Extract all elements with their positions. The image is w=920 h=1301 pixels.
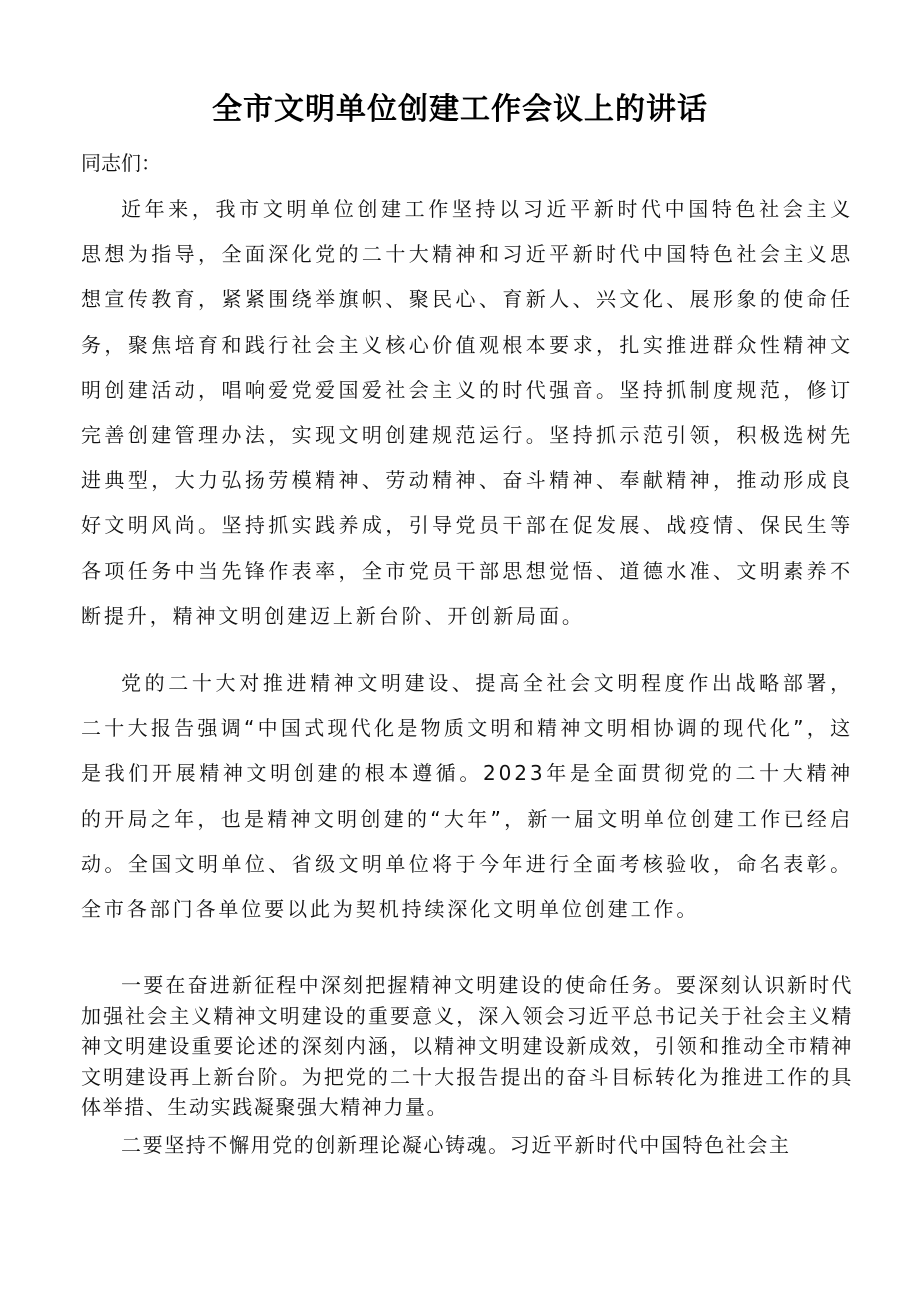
document-title: 全市文明单位创建工作会议上的讲话 [212, 92, 708, 127]
paragraph-twentieth-congress: 党的二十大对推进精神文明建设、提高全社会文明程度作出战略部署，二十大报告强调“中国式现代化是物质文明和精神文明相协调的现代化”，这是我们开展精神文明创建的根本遵循。2023年是全面贯彻党的二十大精神的开局之年，也是精神文明创建的“大年”，新一届文明单位创建工作已经启动。全国文明单位、省级文明单位将于今年进行全面考核验收，命名表彰。全市各部门各单位要以此为契机持续深化文明单位创建工作。 [81, 671, 853, 922]
salutation: 同志们： [81, 151, 161, 175]
paragraph-point-two: 二要坚持不懈用党的创新理论凝心铸魂。习近平新时代中国特色社会主 [121, 1133, 791, 1157]
paragraph-intro: 近年来，我市文明单位创建工作坚持以习近平新时代中国特色社会主义思想为指导，全面深化党的二十大精神和习近平新时代中国特色社会主义思想宣传教育，紧紧围绕举旗帜、聚民心、育新人、兴文化、展形象的使命任务，聚焦培育和践行社会主义核心价值观根本要求，扎实推进群众性精神文明创建活动，唱响爱党爱国爱社会主义的时代强音。坚持抓制度规范，修订完善创建管理办法，实现文明创建规范运行。坚持抓示范引领，积极选树先进典型，大力弘扬劳模精神、劳动精神、奋斗精神、奉献精神，推动形成良好文明风尚。坚持抓实践养成，引导党员干部在促发展、战疫情、保民生等各项任务中当先锋作表率，全市党员干部思想觉悟、道德水准、文明素养不断提升，精神文明创建迈上新台阶、开创新局面。 [81, 197, 853, 628]
paragraph-point-one: 一要在奋进新征程中深刻把握精神文明建设的使命任务。要深刻认识新时代加强社会主义精神文明建设的重要意义，深入领会习近平总书记关于社会主义精神文明建设重要论述的深刻内涵，以精神文明建设新成效，引领和推动全市精神文明建设再上新台阶。为把党的二十大报告提出的奋斗目标转化为推进工作的具体举措、生动实践凝聚强大精神力量。 [81, 973, 853, 1120]
